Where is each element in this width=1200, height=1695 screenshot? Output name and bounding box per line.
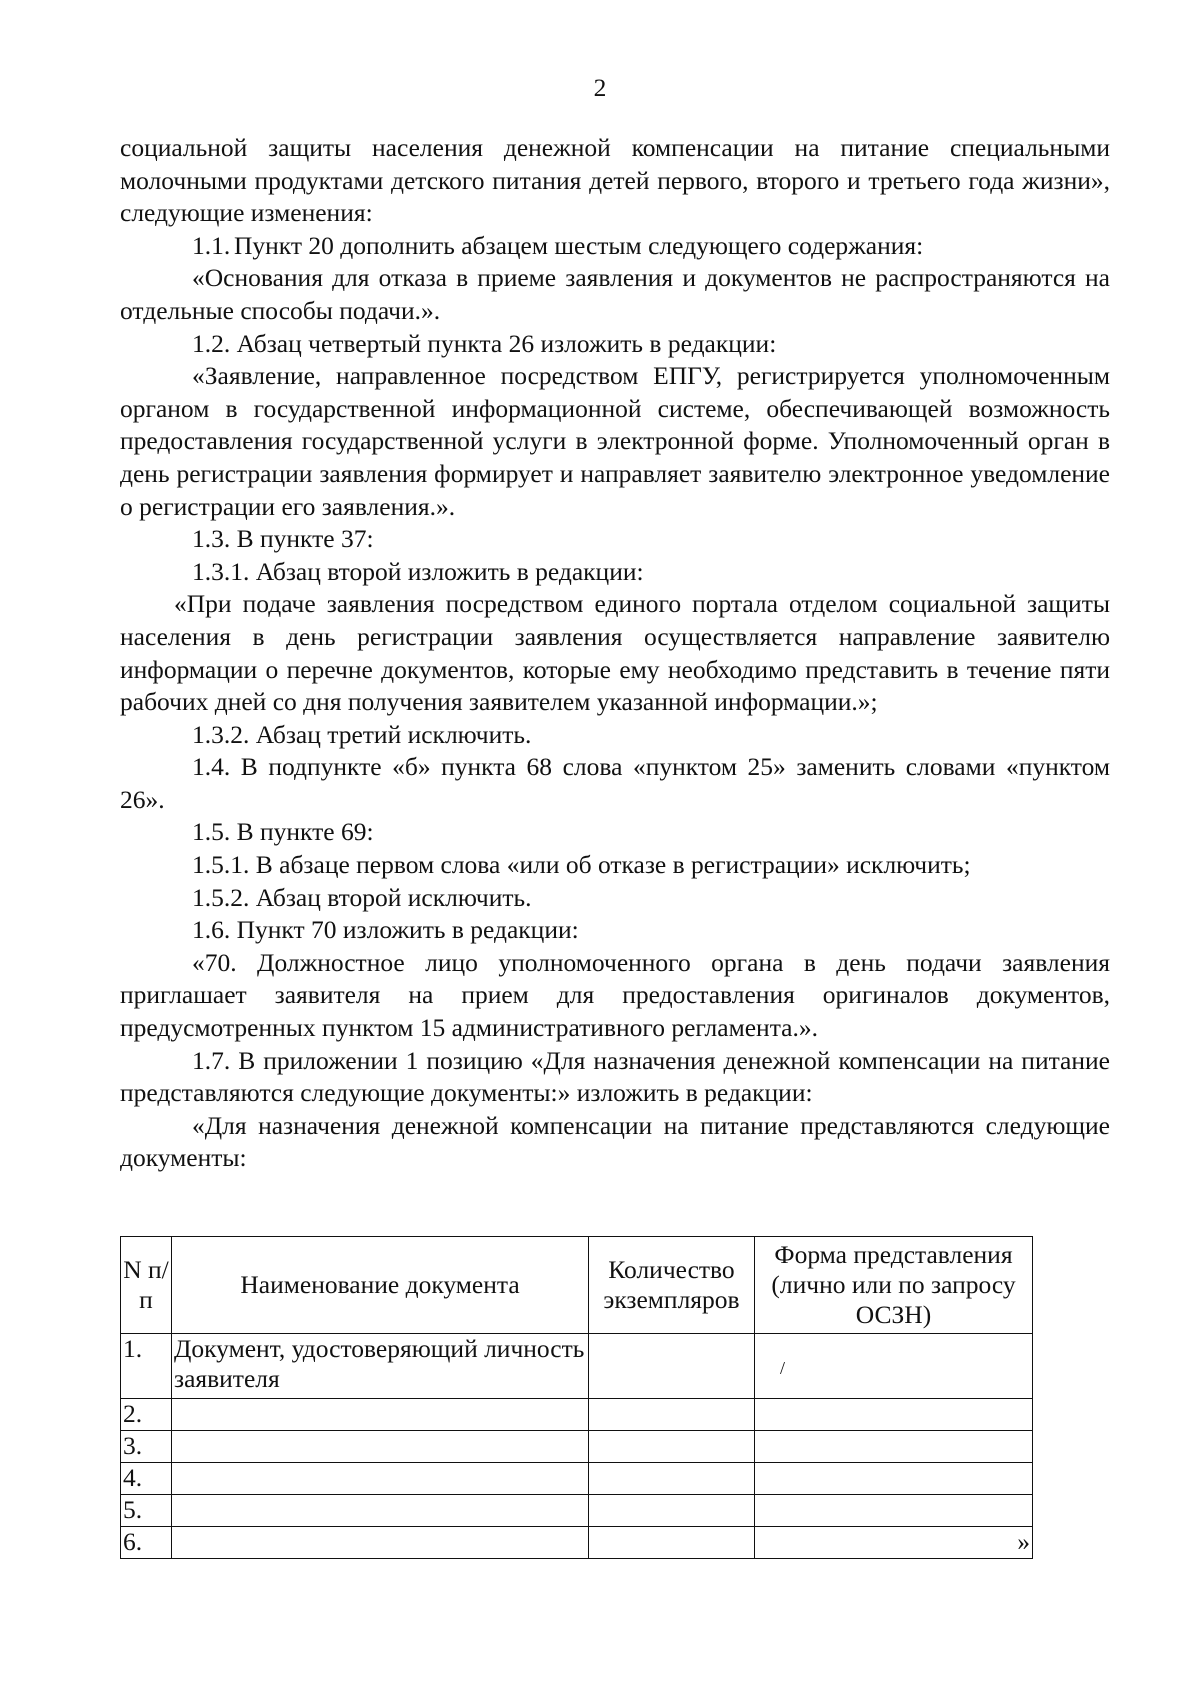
paragraph-1-3-1: 1.3.1. Абзац второй изложить в редакции: [192, 556, 644, 586]
cell-copies [589, 1431, 755, 1463]
cell-copies [589, 1463, 755, 1495]
header-submission-form: Форма представления (лично или по запросу ОСЗН) [755, 1237, 1033, 1334]
closing-quote-mark: » [1017, 1527, 1030, 1556]
cell-submission-form [755, 1399, 1033, 1431]
table-row [121, 1431, 1033, 1463]
page-number: 2 [593, 73, 607, 102]
cell-number: 5. [121, 1495, 172, 1527]
paragraph-1-5: 1.5. В пункте 69: [192, 817, 374, 847]
paragraph-1-5-1: 1.5.1. В абзаце первом слова «или об отказе в регистрации» исключить; [192, 850, 971, 880]
paragraph-quote-2: «Заявление, направленное посредством ЕПГУ, регистрируется уполномоченным органом в государственной информационной системе, обеспечивающей возможность предоставления государственной услуги в электронной форме. Уполномоченный орган в день регистрации заявления формирует и направляет заявителю электронное уведомление о регистрации его заявления.». [120, 361, 1110, 521]
cell-copies [589, 1334, 755, 1399]
table-row [121, 1399, 1033, 1431]
paragraph-1-4: 1.4. В подпункте «б» пункта 68 слова «пунктом 25» заменить словами «пунктом 26». [120, 752, 1110, 814]
paragraph-1-3-2: 1.3.2. Абзац третий исключить. [192, 719, 532, 749]
cell-copies [589, 1399, 755, 1431]
item-text: Пункт 20 дополнить абзацем шестым следующего содержания: [234, 230, 924, 260]
item-number: 1.1. [192, 230, 231, 260]
paragraph-1-6: 1.6. Пункт 70 изложить в редакции: [192, 915, 579, 945]
paragraph-quote-3: «При подаче заявления посредством единого портала отделом социальной защиты населения в день регистрации заявления осуществляется направление заявителю информации о перечне документов, которые ему необходимо представить в течение пяти рабочих дней со дня получения заявителем указанной информации.»; [120, 589, 1110, 717]
paragraph-1-7: 1.7. В приложении 1 позицию «Для назначения денежной компенсации на питание представляются следующие документы:» изложить в редакции: [120, 1045, 1110, 1108]
cell-document-name [172, 1527, 589, 1559]
cell-submission-form [755, 1463, 1033, 1495]
paragraph-1-3: 1.3. В пункте 37: [192, 524, 374, 554]
stray-pen-mark: / [780, 1358, 786, 1378]
cell-number: 1. [121, 1334, 172, 1399]
header-document-name: Наименование документа [172, 1237, 589, 1334]
table-header-row [121, 1237, 1033, 1334]
cell-submission-form [755, 1495, 1033, 1527]
paragraph-1-5-2: 1.5.2. Абзац второй исключить. [192, 882, 532, 912]
table-row [121, 1527, 1033, 1559]
cell-copies [589, 1495, 755, 1527]
cell-number: 2. [121, 1399, 172, 1431]
paragraph-intro: социальной защиты населения денежной компенсации на питание специальными молочными продуктами детского питания детей первого, второго и третьего года жизни», следующие изменения: [120, 133, 1110, 228]
cell-submission-form [755, 1527, 1033, 1559]
cell-submission-form [755, 1431, 1033, 1463]
paragraph-1-1 [120, 230, 1110, 263]
document-body [120, 132, 1110, 1175]
cell-document-name [172, 1431, 589, 1463]
cell-document-name [172, 1399, 589, 1431]
header-copies: Количество экземпляров [589, 1237, 755, 1334]
cell-number: 3. [121, 1431, 172, 1463]
paragraph-quote-4: «70. Должностное лицо уполномоченного органа в день подачи заявления приглашает заявителя на прием для предоставления оригиналов документов, предусмотренных пунктом 15 административного регламента.». [120, 947, 1110, 1043]
header-number: N п/п [121, 1237, 172, 1334]
cell-copies [589, 1527, 755, 1559]
table-row [121, 1495, 1033, 1527]
cell-document-name [172, 1463, 589, 1495]
paragraph-1-2: 1.2. Абзац четвертый пункта 26 изложить в редакции: [192, 328, 777, 358]
cell-submission-form [755, 1334, 1033, 1399]
paragraph-quote-1: «Основания для отказа в приеме заявления и документов не распространяются на отдельные способы подачи.». [120, 263, 1110, 325]
documents-table [120, 1236, 1033, 1559]
table-row [121, 1463, 1033, 1495]
cell-document-name [172, 1495, 589, 1527]
table-row [121, 1334, 1033, 1399]
cell-number: 6. [121, 1527, 172, 1559]
cell-number: 4. [121, 1463, 172, 1495]
paragraph-quote-5: «Для назначения денежной компенсации на питание представляются следующие документы: [120, 1110, 1110, 1173]
cell-document-name: Документ, удостоверяющий личность заявителя [172, 1334, 589, 1399]
